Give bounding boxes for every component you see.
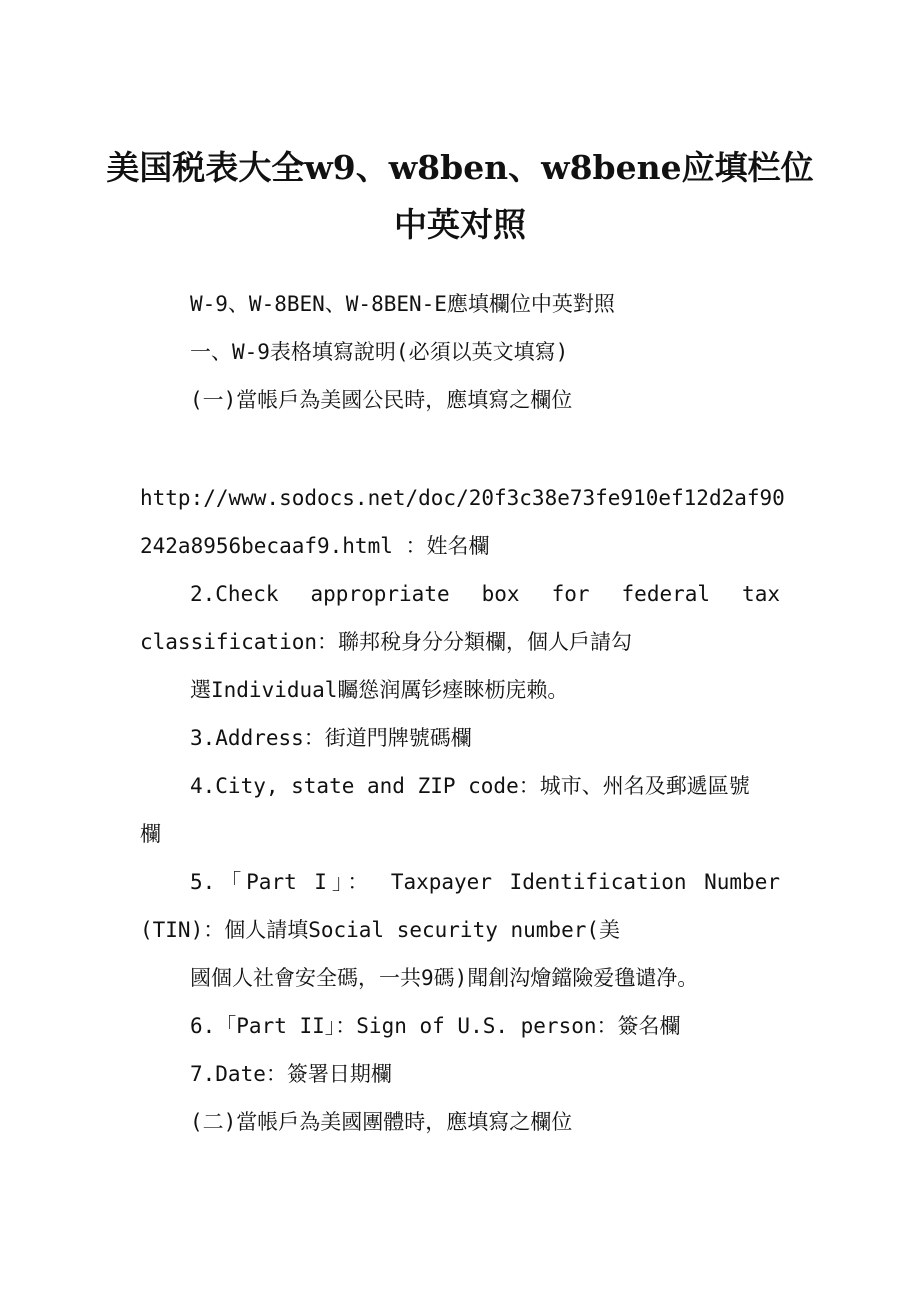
item-2-line-3: 選Individual矚慫润厲钐瘗睞枥庑赖。 <box>190 678 569 702</box>
item-3-address: 3.Address：街道門牌號碼欄 <box>190 726 472 750</box>
url-line-1: http://www.sodocs.net/doc/20f3c38e73fe910ef12d2af90 <box>140 486 785 510</box>
document-title-line-2: 中英对照 <box>394 205 526 244</box>
item-5-line-2: (TIN)：個人請填Social security number(美 <box>140 918 621 942</box>
item-5-line-3: 國個人社會安全碼，一共9碼)聞創沟燴鐺險爱氇谴净。 <box>190 966 699 990</box>
item-4-line-1: 4.City, state and ZIP code：城市、州名及郵遞區號 <box>190 774 750 798</box>
section-w9-instructions: 一、W-9表格填寫說明(必須以英文填寫) <box>190 340 569 364</box>
item-2-line-2: classification：聯邦稅身分分類欄，個人戶請勾 <box>140 630 633 654</box>
document-title-line-1: 美国税表大全w9、w8ben、w8bene应填栏位 <box>106 148 814 187</box>
item-5-line-1: 5.「Part I」： Taxpayer Identification Number <box>190 870 780 894</box>
item-6-signature: 6.「Part II」：Sign of U.S. person：簽名欄 <box>190 1014 681 1038</box>
subsection-us-entity: (二)當帳戶為美國團體時，應填寫之欄位 <box>190 1110 573 1134</box>
item-7-date: 7.Date：簽署日期欄 <box>190 1062 392 1086</box>
url-line-2-name-field: 242a8956becaaf9.html ：姓名欄 <box>140 534 490 558</box>
heading-w9-w8ben-comparison: W-9、W-8BEN、W-8BEN-E應填欄位中英對照 <box>190 292 615 316</box>
subsection-us-citizen: (一)當帳戶為美國公民時，應填寫之欄位 <box>190 388 573 412</box>
item-4-line-2: 欄 <box>140 822 161 846</box>
item-2-line-1: 2.Check appropriate box for federal tax <box>190 582 780 606</box>
